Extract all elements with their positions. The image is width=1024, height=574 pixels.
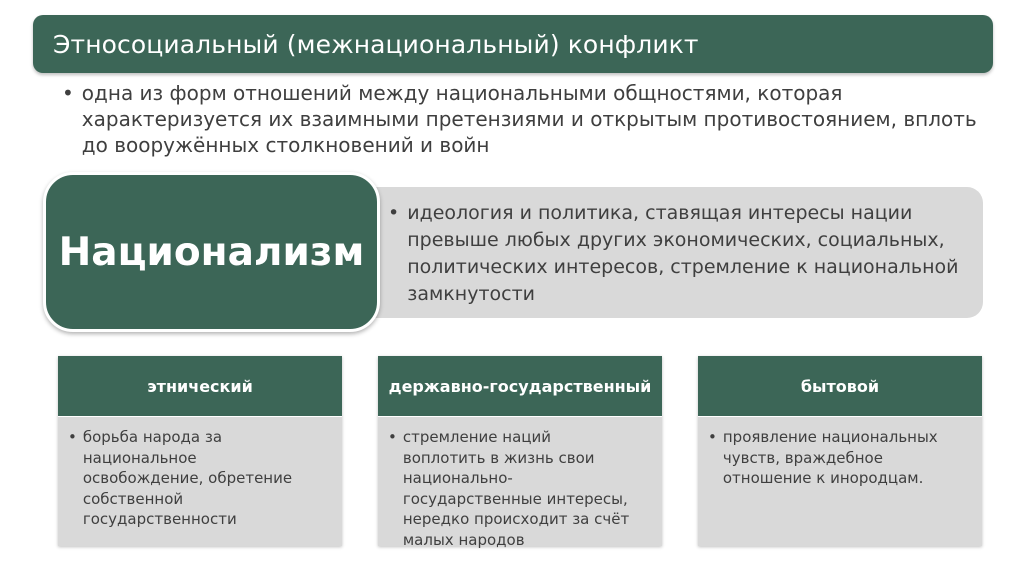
type-card-body xyxy=(698,417,982,546)
nationalism-title: Национализм xyxy=(58,229,365,275)
nationalism-box xyxy=(43,172,380,332)
type-card-description: стремление наций воплотить в жизнь свои национально-государственные интересы, нередко происходит за счёт малых народов xyxy=(402,428,630,549)
type-card-description: борьба народа за национальное освобождение, обретение собственной государственности xyxy=(82,428,293,528)
bullet-icon: • xyxy=(708,428,717,446)
nationalism-description-text: идеология и политика, ставящая интересы нации превыше любых других экономических, социальных, политических интересов, стремление к национальной замкнутости xyxy=(407,202,959,305)
type-card-body xyxy=(58,417,342,546)
type-card-title: этнический xyxy=(58,356,342,417)
type-card-state xyxy=(378,356,662,549)
definition-text: одна из форм отношений между национальными общностями, которая характеризуется их взаимными претензиями и открытым противостоянием, вплоть до вооружённых столкновений и войн xyxy=(81,81,977,157)
nationalism-description xyxy=(388,200,973,308)
type-card-title: бытовой xyxy=(698,356,982,417)
type-card-body xyxy=(378,417,662,549)
type-card-title: державно-государственный xyxy=(378,356,662,417)
type-card-ethnic xyxy=(58,356,342,546)
type-card-domestic xyxy=(698,356,982,546)
bullet-icon: • xyxy=(388,202,400,224)
bullet-icon: • xyxy=(388,428,397,446)
definition-block xyxy=(62,80,992,158)
bullet-icon: • xyxy=(62,81,74,105)
slide-title: Этносоциальный (межнациональный) конфликт xyxy=(53,29,699,59)
bullet-icon: • xyxy=(68,428,77,446)
type-card-description: проявление национальных чувств, враждебное отношение к инородцам. xyxy=(722,428,938,487)
title-banner xyxy=(33,15,993,73)
